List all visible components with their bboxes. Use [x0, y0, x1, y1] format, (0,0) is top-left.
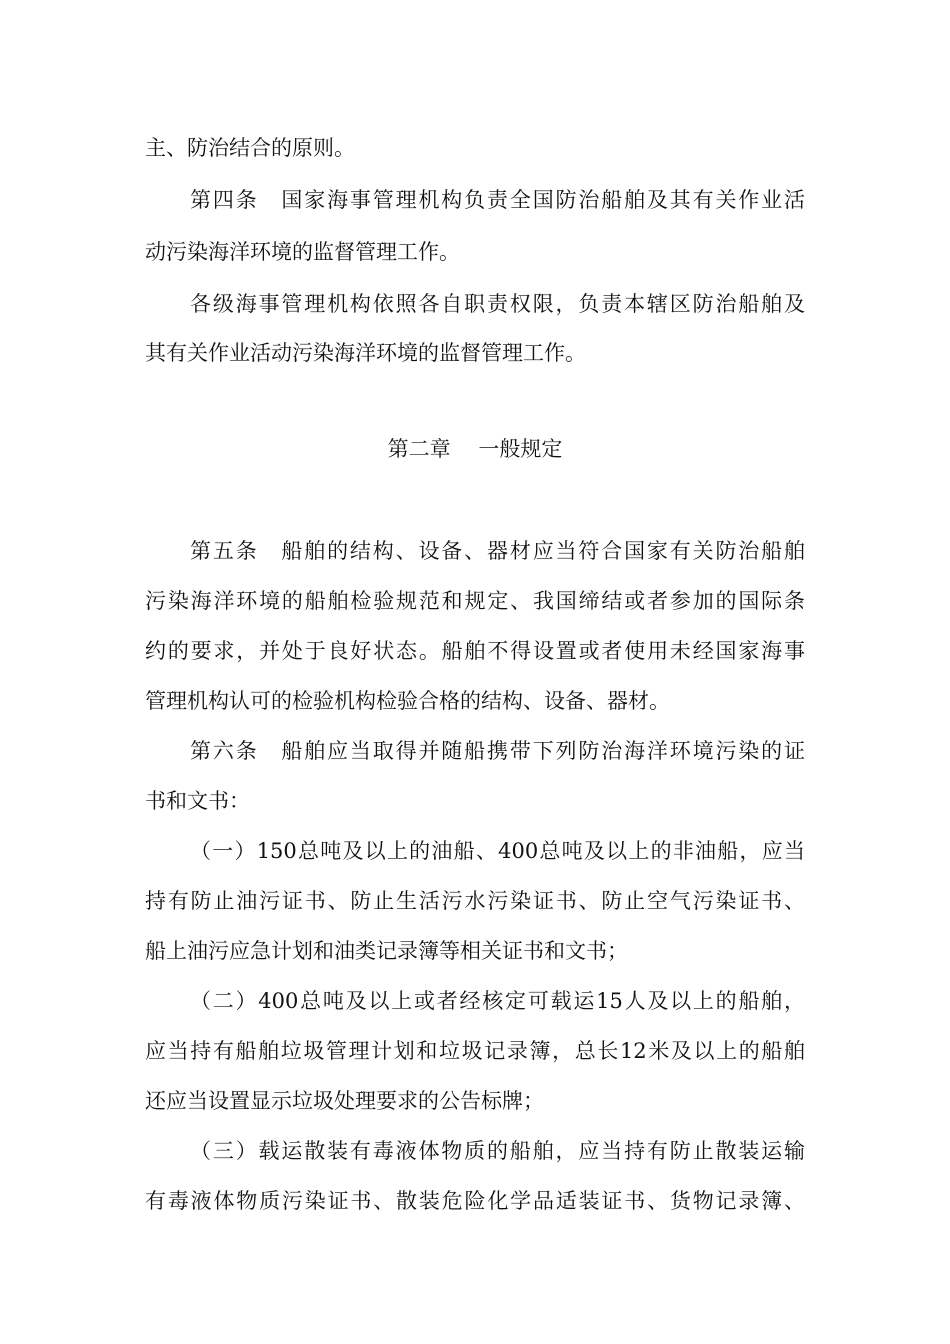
text-line: 约的要求，并处于良好状态。船舶不得设置或者使用未经国家海事 [145, 639, 805, 663]
text-line: 书和文书： [145, 789, 250, 813]
item-1-line: （一）150总吨及以上的油船、400总吨及以上的非油船，应当 [190, 839, 805, 863]
item-3-line: （三）载运散装有毒液体物质的船舶，应当持有防止散装运输 [190, 1139, 805, 1163]
article-5-line: 第五条 船舶的结构、设备、器材应当符合国家有关防治船舶 [190, 539, 805, 563]
text-line: 动污染海洋环境的监督管理工作。 [145, 240, 460, 264]
text-line: 应当持有船舶垃圾管理计划和垃圾记录簿，总长12米及以上的船舶 [145, 1039, 805, 1063]
text-line: 主、防治结合的原则。 [145, 136, 355, 160]
item-2-line: （二）400总吨及以上或者经核定可载运15人及以上的船舶， [190, 989, 805, 1013]
text-line: 持有防止油污证书、防止生活污水污染证书、防止空气污染证书、 [145, 889, 805, 913]
text-line: 还应当设置显示垃圾处理要求的公告标牌； [145, 1089, 544, 1113]
text-line: 有毒液体物质污染证书、散装危险化学品适装证书、货物记录簿、 [145, 1189, 805, 1213]
text-line: 船上油污应急计划和油类记录簿等相关证书和文书； [145, 939, 628, 963]
chapter-heading: 第二章 一般规定 [387, 437, 563, 461]
article-4-line: 第四条 国家海事管理机构负责全国防治船舶及其有关作业活 [190, 188, 805, 212]
paragraph-line: 各级海事管理机构依照各自职责权限，负责本辖区防治船舶及 [190, 292, 805, 316]
article-6-line: 第六条 船舶应当取得并随船携带下列防治海洋环境污染的证 [190, 739, 805, 763]
text-line: 管理机构认可的检验机构检验合格的结构、设备、器材。 [145, 689, 670, 713]
text-line: 其有关作业活动污染海洋环境的监督管理工作。 [145, 341, 586, 365]
text-line: 污染海洋环境的船舶检验规范和规定、我国缔结或者参加的国际条 [145, 589, 805, 613]
